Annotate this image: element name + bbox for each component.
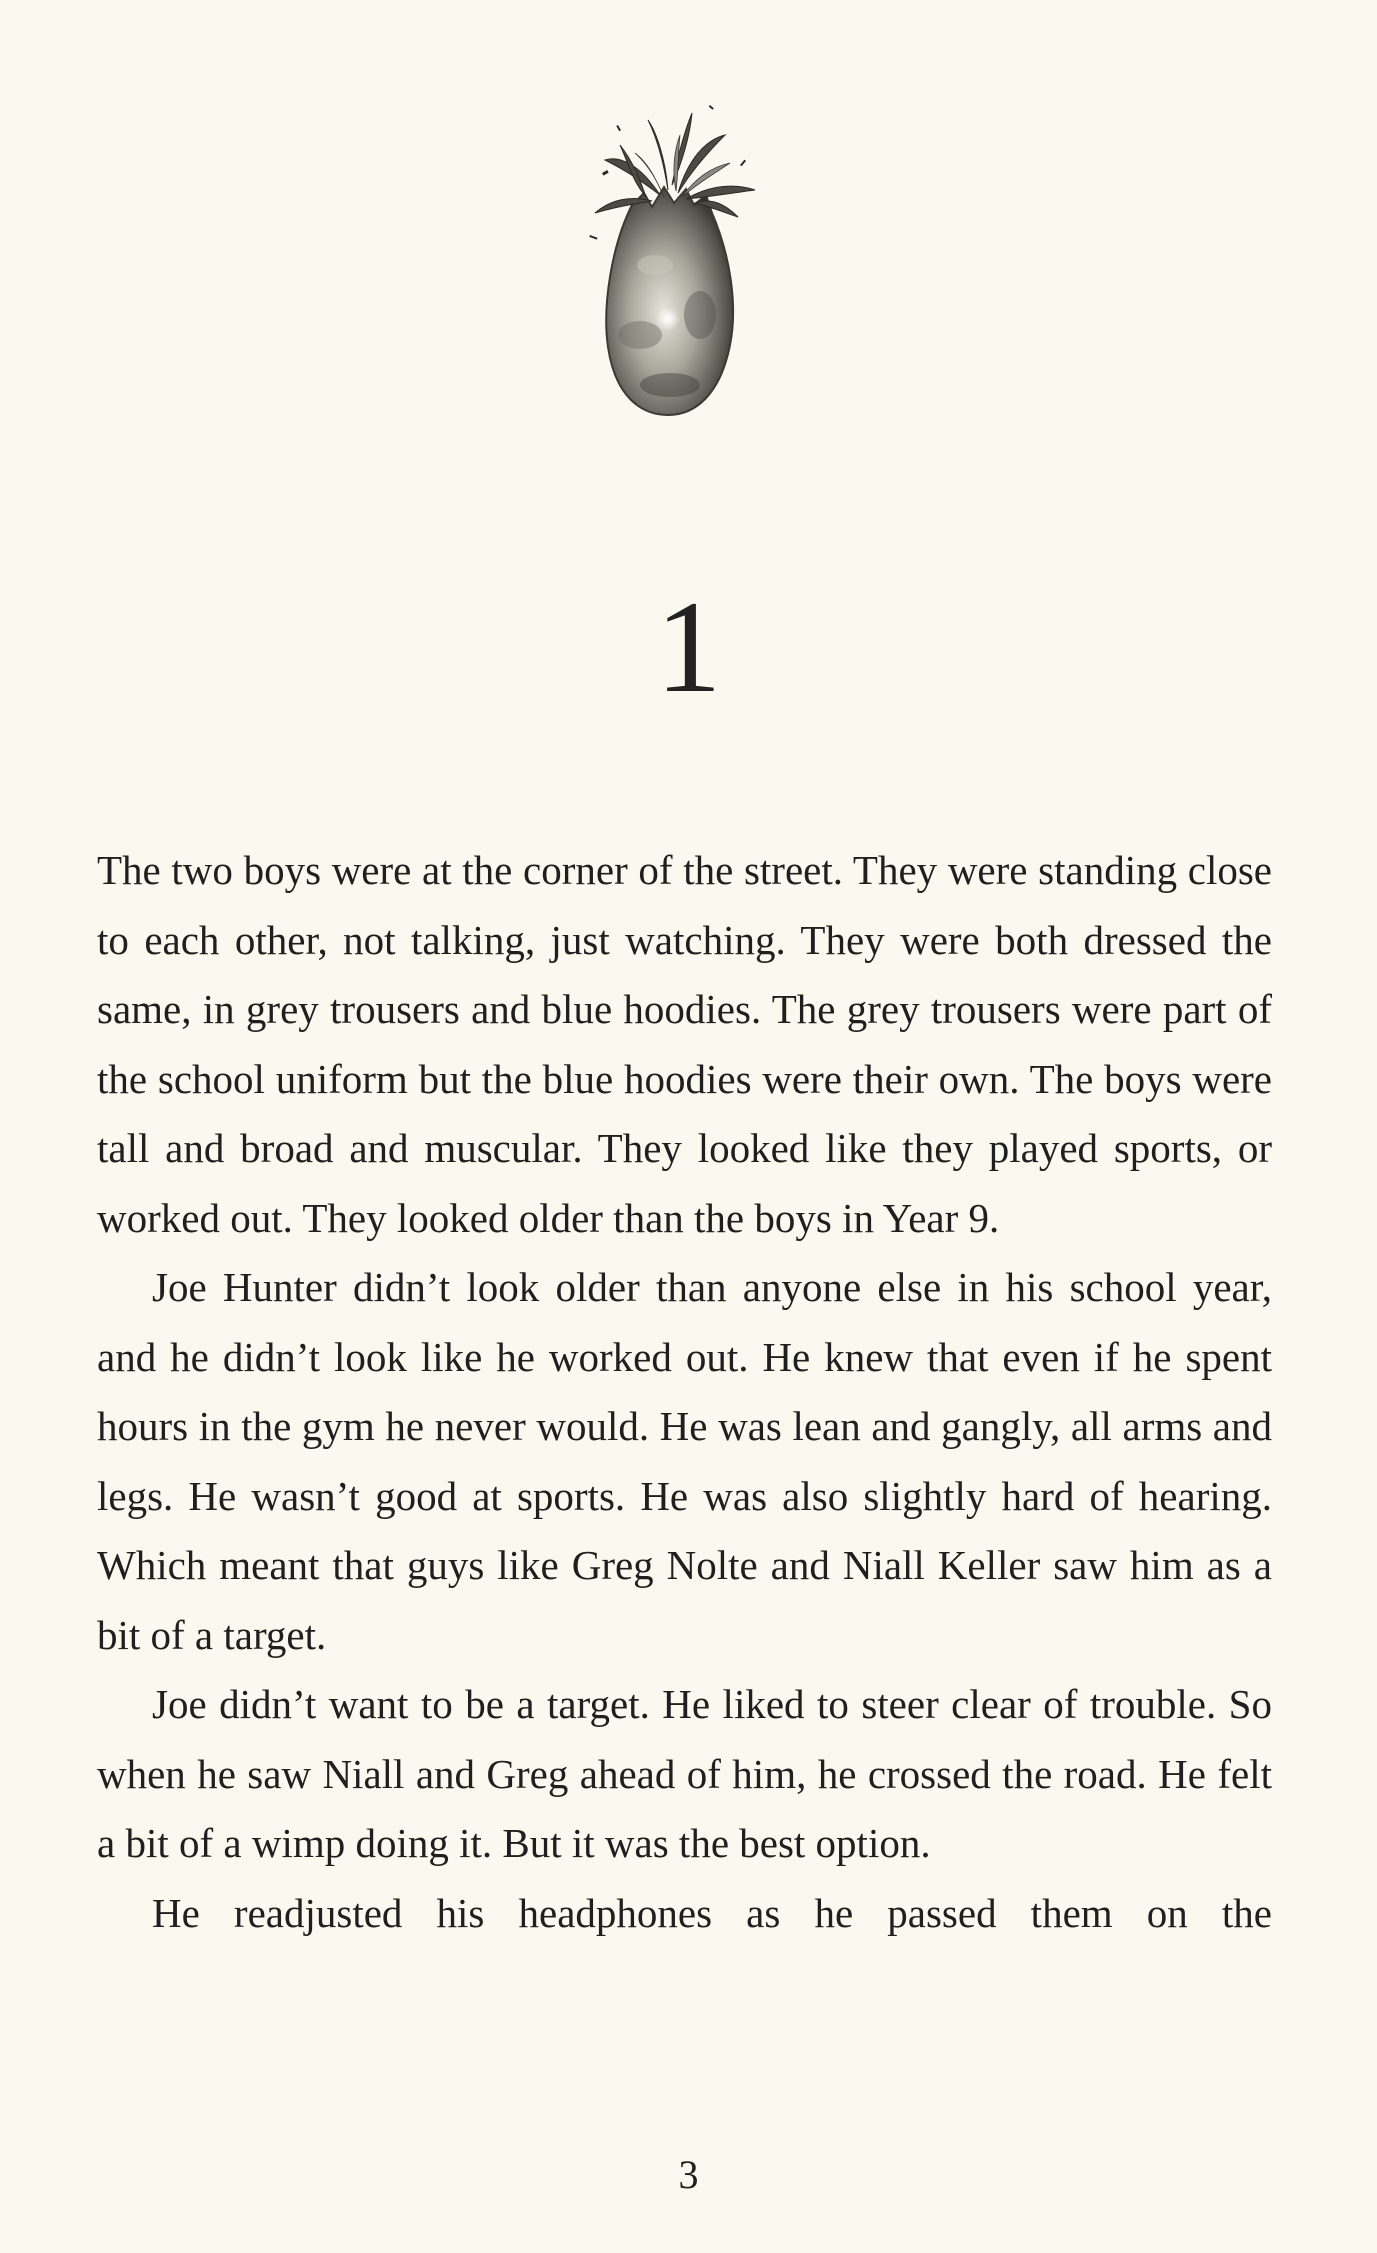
chapter-body-text <box>97 836 1272 1948</box>
paragraph-1: The two boys were at the corner of the street. They were standing close to each other, not talking, just watching. They were both dressed the same, in grey trousers and blue hoodies. The grey trousers were part of the school uniform but the blue hoodies were their own. The boys were tall and broad and muscular. They looked like they played sports, or worked out. They looked older than the boys in Year 9. <box>97 847 1272 1241</box>
page-number: 3 <box>678 2152 699 2197</box>
paragraph-4: He readjusted his headphones as he passed them on the <box>152 1889 1272 1936</box>
paragraph-3: Joe didn’t want to be a target. He liked to steer clear of trouble. So when he saw Niall and Greg ahead of him, he crossed the road. He felt a bit of a wimp doing it. But it was the best option. <box>97 1681 1272 1866</box>
chapter-number: 1 <box>655 573 722 720</box>
paragraph-2: Joe Hunter didn’t look older than anyone else in his school year, and he didn’t look like he worked out. He knew that even if he spent hours in the gym he never would. He was lean and gangly, all arms and legs. He wasn’t good at sports. He was also slightly hard of hearing. Which meant that guys like Greg Nolte and Niall Keller saw him as a bit of a target. <box>97 1264 1272 1658</box>
cracked-egg-illustration <box>560 85 780 425</box>
